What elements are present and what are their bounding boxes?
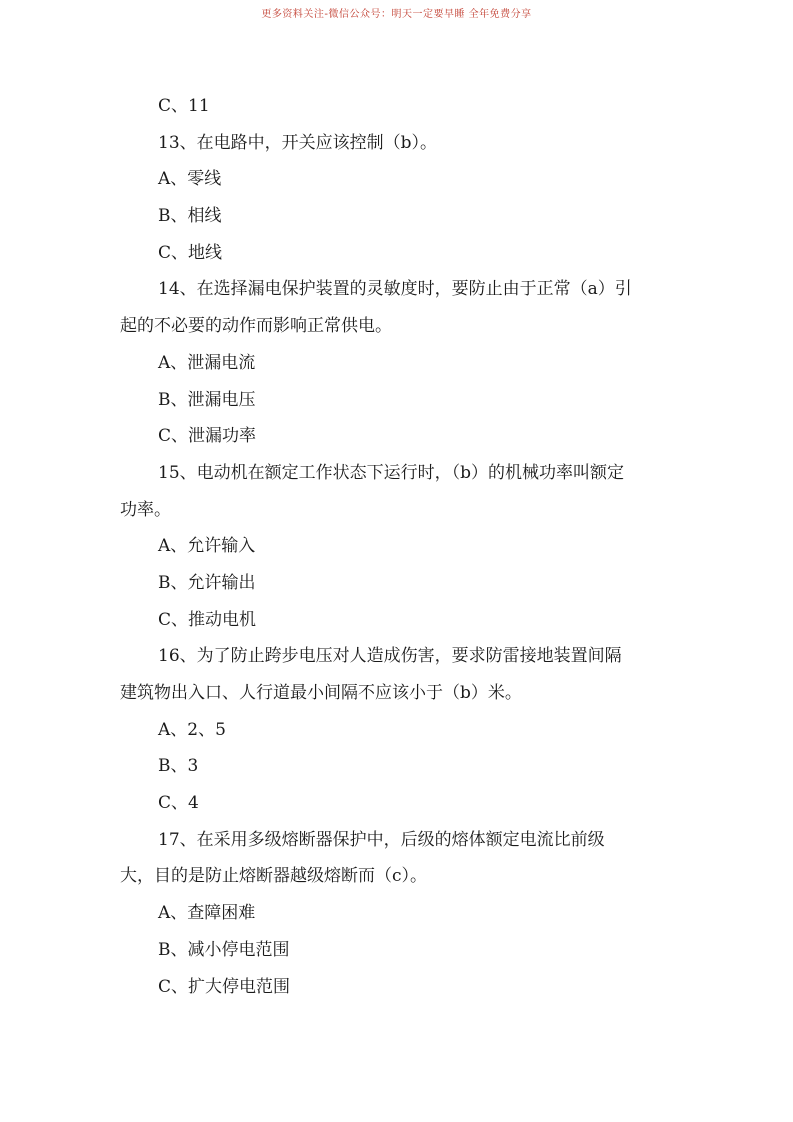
option-line: A、泄漏电流 bbox=[158, 352, 256, 373]
question-line: 17、在采用多级熔断器保护中，后级的熔体额定电流比前级 bbox=[158, 829, 605, 850]
header-banner: 更多资料关注-微信公众号：明天一定要早睡 全年免费分享 bbox=[261, 9, 532, 20]
option-line: C、扩大停电范围 bbox=[158, 976, 291, 997]
option-line: C、泄漏功率 bbox=[158, 426, 257, 447]
option-line: C、11 bbox=[158, 96, 210, 116]
question-continuation-line: 建筑物出入口、人行道最小间隔不应该小于（b）米。 bbox=[120, 683, 522, 703]
option-line: B、3 bbox=[158, 756, 199, 777]
option-line: A、2、5 bbox=[158, 719, 226, 740]
question-line: 14、在选择漏电保护装置的灵敏度时，要防止由于正常（a）引 bbox=[158, 279, 632, 300]
option-line: C、4 bbox=[158, 793, 199, 814]
question-continuation-line: 起的不必要的动作而影响正常供电。 bbox=[120, 316, 392, 337]
option-line: B、泄漏电压 bbox=[158, 389, 256, 410]
question-line: 15、电动机在额定工作状态下运行时，（b）的机械功率叫额定 bbox=[158, 462, 625, 483]
question-line: 13、在电路中，开关应该控制（b）。 bbox=[158, 132, 438, 153]
question-line: 16、为了防止跨步电压对人造成伤害，要求防雷接地装置间隔 bbox=[158, 646, 622, 667]
option-line: B、减小停电范围 bbox=[158, 939, 290, 960]
option-line: C、推动电机 bbox=[158, 609, 257, 630]
document-body bbox=[120, 88, 680, 1005]
option-line: C、地线 bbox=[158, 242, 223, 263]
option-line: B、相线 bbox=[158, 206, 222, 227]
option-line: A、零线 bbox=[158, 169, 222, 190]
question-continuation-line: 功率。 bbox=[120, 499, 171, 520]
option-line: A、查障困难 bbox=[158, 903, 256, 924]
question-continuation-line: 大，目的是防止熔断器越级熔断而（c）。 bbox=[120, 866, 428, 887]
option-line: B、允许输出 bbox=[158, 572, 256, 593]
option-line: A、允许输入 bbox=[158, 536, 256, 557]
